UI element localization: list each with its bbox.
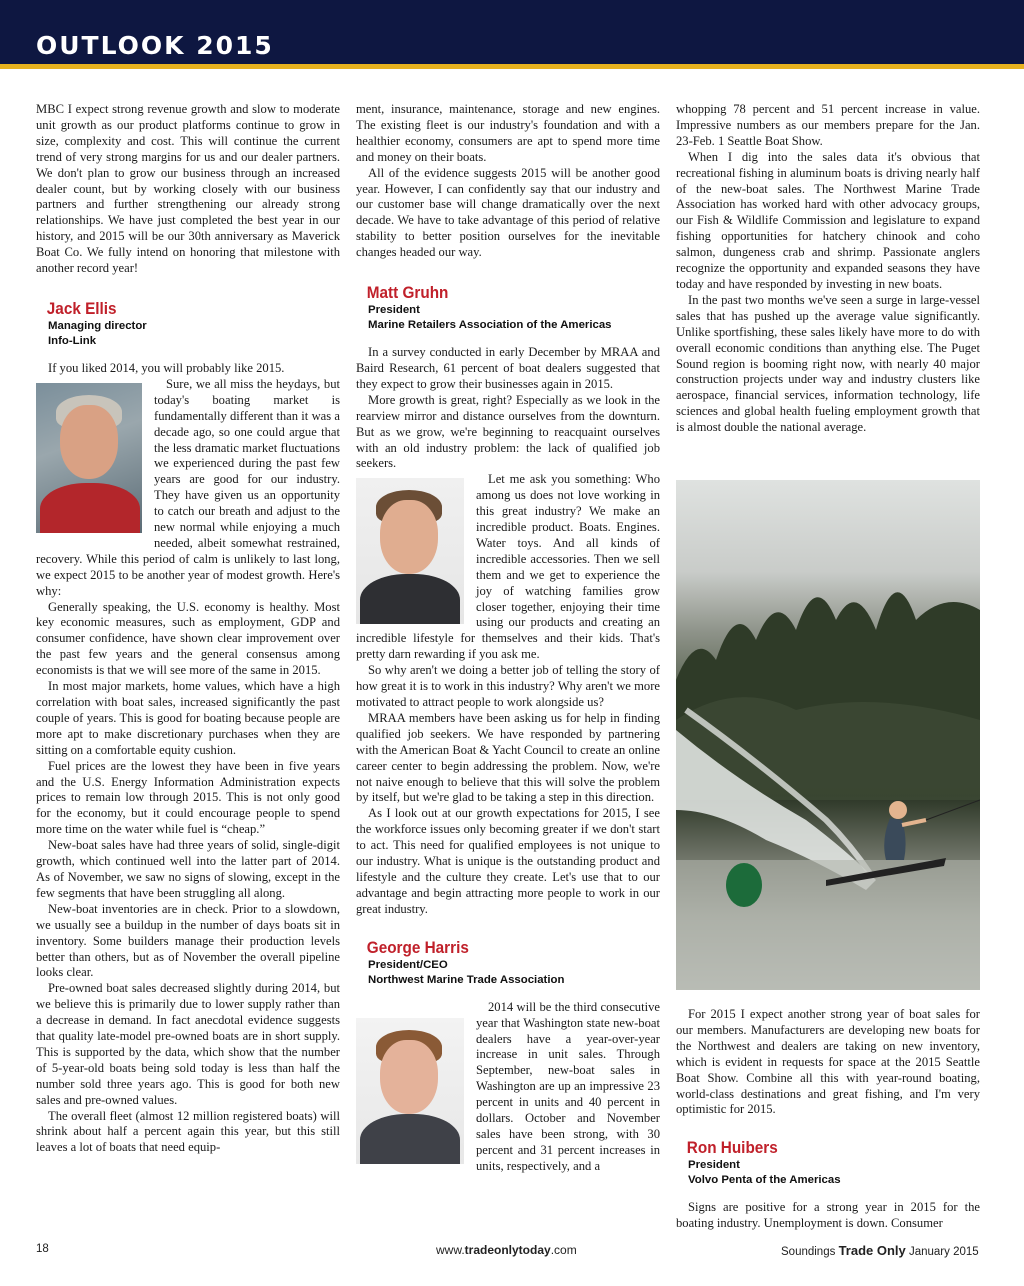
column-3 bbox=[676, 102, 980, 436]
author-organization: Marine Retailers Association of the Americas bbox=[368, 319, 612, 332]
publication-name: Soundings bbox=[781, 1246, 836, 1258]
paragraph: As I look out at our growth expectations for 2015, I see the workforce issues only becoming greater if we don't start to act. This need for qualified employees is not unique to our industry. What is unique is the outstanding product and lifestyle and the culture they create. Let's use that to our advantage and begin attracting more people to work in our great industry. bbox=[356, 806, 660, 916]
footer-publication bbox=[781, 1243, 979, 1258]
paragraph: New-boat sales have had three years of solid, single-digit growth, which continued well into the latter part of 2014. As of November, we saw no signs of slowing, except in the few segments that have been struggling all along. bbox=[36, 838, 340, 900]
author-name: Ron Huibers bbox=[686, 1138, 778, 1158]
paragraph: The overall fleet (almost 12 million registered boats) will shrink about half a percent again this year, but this still leaves a lot of boats that need equip- bbox=[36, 1108, 340, 1155]
author-title: President/CEO bbox=[368, 958, 448, 971]
author-name: George Harris bbox=[366, 937, 469, 957]
paragraph: More growth is great, right? Especially as we look in the rearview mirror and distance ourselves from the downturn. But as we grow, we're beginning to reacquaint ourselves with an old industry problem: the lack of qualified job seekers. bbox=[356, 392, 660, 471]
paragraph: In most major markets, home values, which have a high correlation with boat sales, increased significantly the past couple of years. This is good for boating because people are more apt to make discretionary purchases when they are sitting on a comfortable equity cushion. bbox=[36, 679, 340, 757]
author-photo bbox=[356, 478, 464, 624]
paragraph: For 2015 I expect another strong year of boat sales for our members. Manufacturers are developing new boats for the Northwest and dealers are taking on new inventory, which is evident in requests for space at the 2015 Seattle Boat Show. Combine all this with year-round boating, world-class destinations and great fishing, and I'm very optimistic for 2015. bbox=[676, 1007, 980, 1117]
waterskier-photo bbox=[676, 480, 980, 990]
paragraph: Signs are positive for a strong year in 2015 for the boating industry. Unemployment is down. Consumer bbox=[676, 1200, 980, 1231]
paragraph: All of the evidence suggests 2015 will be another good year. However, I can confidently say that our industry and our customer base will change dramatically over the next decade. We have to take advantage of this period of relative stability to better position ourselves for the inevitable changes headed our way. bbox=[356, 165, 660, 260]
author-organization: Info-Link bbox=[48, 334, 97, 347]
author-organization: Northwest Marine Trade Association bbox=[368, 973, 565, 986]
waterskier-illustration bbox=[676, 480, 980, 990]
author-organization: Volvo Penta of the Americas bbox=[688, 1174, 841, 1187]
paragraph: Fuel prices are the lowest they have been in five years and the U.S. Energy Information Administration expects prices to remain low through 2015. This is not only good for the economy, but it could encourage people to spend more time on the water while fuel is “cheap.” bbox=[36, 758, 340, 837]
author-name: Matt Gruhn bbox=[366, 283, 449, 303]
author-photo bbox=[356, 1018, 464, 1164]
face bbox=[60, 405, 118, 479]
url-prefix: www. bbox=[436, 1243, 465, 1257]
page-number: 18 bbox=[36, 1243, 49, 1255]
paragraph: New-boat inventories are in check. Prior to a slowdown, we usually see a buildup in the number of days boats sit in inventory. Some builders manage their production levels better than others, but as of November the overall pipeline looks clear. bbox=[36, 901, 340, 980]
paragraph: 2014 will be the third consecutive year that Washington state new-boat dealers have a year-over-year increase in unit sales. Through September, new-boat sales in Washington are up an impressive 23 percent in units and 40 percent in dollars. October and November sales have been strong, with 30 percent and 31 percent increases in units, respectively, and a bbox=[476, 999, 660, 1173]
author-title: President bbox=[368, 304, 420, 317]
column-3-lower bbox=[676, 1007, 980, 1232]
face bbox=[380, 1040, 438, 1114]
publication-title: Trade Only bbox=[838, 1243, 906, 1258]
author-name: Jack Ellis bbox=[46, 298, 117, 318]
face bbox=[380, 500, 438, 574]
author-title: Managing director bbox=[48, 319, 147, 332]
suit bbox=[360, 1114, 460, 1164]
paragraph: If you liked 2014, you will probably like 2015. bbox=[48, 360, 285, 375]
section-title: OUTLOOK 2015 bbox=[36, 31, 274, 60]
author-title: President bbox=[688, 1159, 740, 1172]
paragraph: In the past two months we've seen a surge in large-vessel sales that has pushed up the average value significantly. Unlike sportfishing, these sales likely have more to do with overall economic conditions than anything else. The Puget Sound region is booming right now, with nearly 40 major construction projects under way and industry clusters like aerospace, financial services, information technology, life sciences and global health fueling employment growth that is almost double the national average. bbox=[676, 292, 980, 435]
jacket bbox=[40, 483, 140, 533]
page-header bbox=[0, 0, 1024, 64]
paragraph: MRAA members have been asking us for help in finding qualified job seekers. We have responded by partnering with the American Boat & Yacht Council to create an online career center to begin addressing the problem. Now, we're not naive enough to believe that this will solve the problem by itself, but we're glad to be taking a step in this direction. bbox=[356, 710, 660, 805]
url-domain: tradeonlytoday bbox=[464, 1243, 551, 1257]
issue-date: January 2015 bbox=[908, 1246, 979, 1258]
footer-url[interactable] bbox=[436, 1243, 577, 1257]
paragraph: When I dig into the sales data it's obvious that recreational fishing in aluminum boats is driving nearly half of the new-boat sales. The Northwest Marine Trade Association has worked hard with other advocacy groups, our Fish & Wildlife Commission and legislature to expand fishing opportunities for hatchery chinook and coho salmon, dungeness crab and shrimp. Passionate anglers recognize the opportunity and expanded seasons they have today and have responded by investing in new boats. bbox=[676, 149, 980, 291]
paragraph: In a survey conducted in early December by MRAA and Baird Research, 61 percent of boat dealers suggested that they expect to grow their businesses again in 2015. bbox=[356, 345, 660, 391]
author-photo bbox=[36, 383, 142, 533]
suit bbox=[360, 574, 460, 624]
column-1 bbox=[36, 102, 340, 1156]
paragraph: Pre-owned boat sales decreased slightly during 2014, but we believe this is primarily due to lower supply rather than a decrease in demand. In fact anecdotal evidence suggests that quality late-model pre-owned boats are in short supply. This is supported by the data, which show that the number of 5-year-old boats being sold today is less than half the number sold three years ago. This is good for both new sales and pre-owned values. bbox=[36, 981, 340, 1107]
header-rule bbox=[0, 64, 1024, 69]
paragraph: Generally speaking, the U.S. economy is healthy. Most key economic measures, such as employment, GDP and consumer confidence, have shown clear improvement over the past few years and the general consensus among economists is that we will see more of the same in 2015. bbox=[36, 599, 340, 678]
paragraph: ment, insurance, maintenance, storage and new engines. The existing fleet is our industry's foundation and with a healthier economy, consumers are apt to spend more time and money on their boats. bbox=[356, 102, 660, 164]
paragraph: whopping 78 percent and 51 percent increase in value. Impressive numbers as our members prepare for the Jan. 23-Feb. 1 Seattle Boat Show. bbox=[676, 102, 980, 148]
paragraph: MBC I expect strong revenue growth and slow to moderate unit growth as our product platforms continue to grow in size, complexity and cost. This will continue the current trend of very strong margins for us and our dealer partners. We don't plan to grow our business through an increased dealer count, but by working closely with our business partners and further strengthening our already strong relationships. We have just completed the best year in our history, and 2015 will be our 30th anniversary as Maverick Boat Co. We fully intend on honoring that milestone with another record year! bbox=[36, 102, 340, 276]
column-2 bbox=[356, 102, 660, 1175]
paragraph: Sure, we all miss the heydays, but today's boating market is fundamentally different than it was a decade ago, so one could argue that the less dramatic market fluctuations we experienced during the past few years are good for our industry. They have given us an opportunity to catch our breath and adjust to the new normal while enjoying a much needed, albeit somewhat restrained, recovery. While this period of calm is unlikely to last long, we expect 2015 to be another year of modest growth. Here's why: bbox=[36, 376, 340, 598]
paragraph: Let me ask you something: Who among us does not love working in this great industry? We make an incredible product. Boats. Engines. Water toys. And all kinds of incredible accessories. Then we sell them and we get to experience the joy of watching families grow closer together, enjoying their time using our products and creating an incredible lifestyle for themselves and their kids. That's pretty darn rewarding if you ask me. bbox=[356, 472, 660, 662]
url-suffix: .com bbox=[550, 1243, 577, 1257]
paragraph: So why aren't we doing a better job of telling the story of how great it is to work in this industry? Why aren't we more motivated to attract people to work alongside us? bbox=[356, 663, 660, 709]
